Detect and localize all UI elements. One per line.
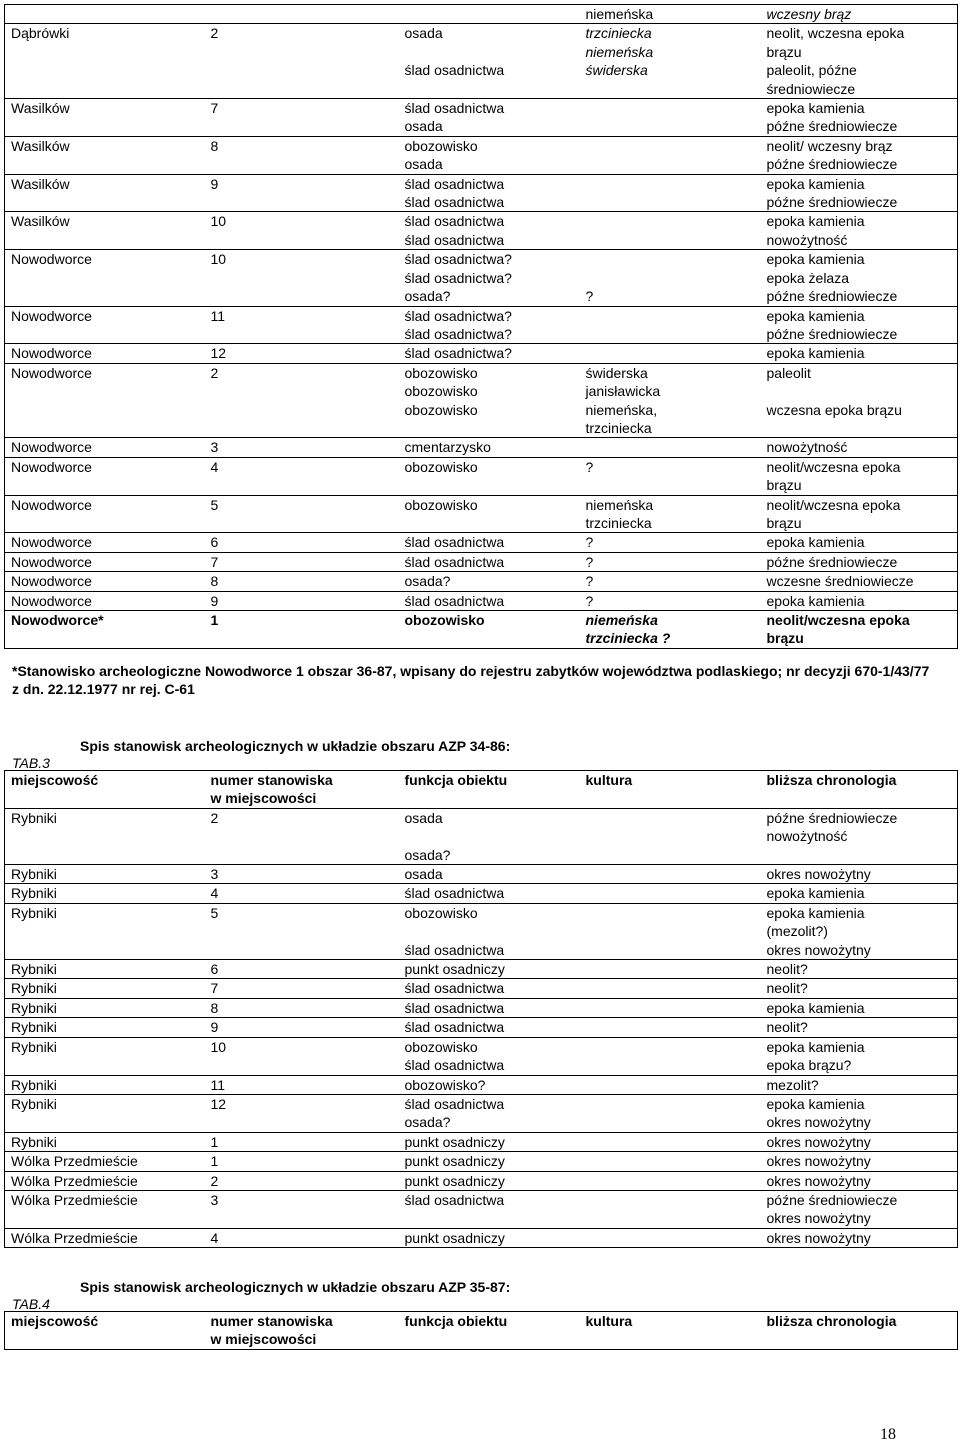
chronology-cell: paleolit wczesna epoka brązu	[766, 364, 902, 418]
table-row	[5, 533, 958, 552]
place-cell: Rybniki	[11, 999, 57, 1016]
culture-cell	[580, 865, 761, 884]
chronology-cell: epoka kamienia nowożytność	[766, 213, 865, 248]
place-cell: Nowodworce	[11, 553, 92, 570]
place-cell: Wasilków	[11, 175, 70, 192]
site-number-cell: 4	[210, 1229, 219, 1246]
header-function: funkcja obiektu	[404, 772, 508, 788]
place-cell: Rybniki	[11, 904, 57, 921]
place-cell: Nowodworce*	[11, 612, 104, 628]
chronology-cell: okres nowożytny	[766, 1133, 871, 1150]
place-cell: Rybniki	[11, 866, 57, 883]
culture-cell	[580, 1094, 761, 1132]
place-cell: Wólka Przedmieście	[11, 1191, 138, 1208]
site-number-cell: 9	[210, 175, 219, 192]
culture-cell	[580, 1018, 761, 1037]
header-chronology: bliższa chronologia	[766, 772, 897, 788]
chronology-cell: epoka kamienia	[766, 885, 865, 902]
place-cell: Wasilków	[11, 213, 70, 230]
tab4-label: TAB.4	[12, 1296, 50, 1312]
site-number-cell: 3	[210, 1191, 219, 1208]
function-cell: obozowisko ślad osadnictwa	[404, 904, 505, 958]
chronology-cell: okres nowożytny	[766, 866, 871, 883]
table-row	[5, 99, 958, 137]
function-cell: ślad osadnictwa?	[404, 345, 512, 362]
table-row	[5, 808, 958, 864]
table-header-row	[5, 1312, 958, 1350]
place-cell: Rybniki	[11, 1095, 57, 1112]
place-cell: Dąbrówki	[11, 25, 70, 42]
chronology-cell: okres nowożytny	[766, 1229, 871, 1246]
site-number-cell: 2	[210, 1172, 219, 1189]
site-number-cell: 10	[210, 1038, 227, 1055]
function-cell: ślad osadnictwa	[404, 999, 505, 1016]
table-row	[5, 611, 958, 649]
tab4-sites-table	[4, 1311, 958, 1350]
chronology-cell: epoka kamienia	[766, 592, 865, 609]
chronology-cell: neolit?	[766, 961, 808, 978]
table-row	[5, 572, 958, 591]
function-cell: obozowisko	[404, 612, 485, 628]
place-cell: Wólka Przedmieście	[11, 1153, 138, 1170]
table-row	[5, 960, 958, 979]
function-cell: punkt osadniczy	[404, 1153, 505, 1170]
function-cell: obozowisko?	[404, 1076, 486, 1093]
tab3-sites-table	[4, 770, 958, 1248]
culture-cell	[580, 136, 761, 174]
table-row	[5, 174, 958, 212]
table-row	[5, 1075, 958, 1094]
function-cell: obozowisko osada	[404, 137, 478, 173]
culture-cell	[580, 998, 761, 1017]
place-cell: Rybniki	[11, 1038, 57, 1055]
place-cell: Rybniki	[11, 1076, 57, 1093]
function-cell: ślad osadnictwa	[404, 1191, 505, 1208]
site-number-cell: 3	[210, 866, 219, 883]
chronology-cell: późne średniowiecze nowożytność	[766, 809, 898, 845]
culture-cell	[580, 1152, 761, 1171]
culture-cell: trzciniecka niemeńska świderska	[585, 25, 654, 79]
table-row	[5, 1228, 958, 1247]
place-cell	[5, 5, 205, 24]
chronology-cell: okres nowożytny	[766, 1153, 871, 1170]
place-cell: Rybniki	[11, 1019, 57, 1036]
place-cell: Rybniki	[11, 809, 57, 826]
place-cell: Nowodworce	[11, 439, 92, 456]
culture-cell: ?	[585, 534, 594, 551]
function-cell: ślad osadnictwa? ślad osadnictwa?	[404, 307, 512, 342]
culture-cell	[580, 306, 761, 344]
table-row	[5, 495, 958, 533]
chronology-cell: wczesny brąz	[766, 6, 852, 22]
sites-table-continued	[4, 4, 958, 649]
header-place: miejscowość	[11, 1313, 99, 1329]
table-row	[5, 306, 958, 344]
site-number-cell: 10	[210, 251, 227, 268]
chronology-cell: epoka kamienia późne średniowiecze	[766, 175, 898, 211]
site-number-cell: 11	[210, 1076, 226, 1093]
header-function: funkcja obiektu	[404, 1313, 508, 1329]
chronology-cell: epoka kamienia	[766, 999, 865, 1016]
culture-cell	[580, 99, 761, 137]
culture-cell	[580, 903, 761, 959]
table-row	[5, 1171, 958, 1190]
header-site-number: numer stanowiska w miejscowości	[210, 772, 333, 807]
chronology-cell: nowożytność	[766, 439, 848, 456]
chronology-cell: epoka kamienia późne średniowiecze	[766, 307, 898, 342]
table-row	[5, 903, 958, 959]
place-cell: Nowodworce	[11, 307, 92, 324]
place-cell: Wasilków	[11, 137, 70, 154]
culture-cell: ?	[585, 592, 594, 609]
table-row	[5, 1132, 958, 1151]
site-number-cell: 4	[210, 885, 219, 902]
table-row	[5, 5, 958, 24]
site-number-cell: 5	[210, 904, 219, 921]
site-number-cell: 12	[210, 1095, 227, 1112]
function-cell: obozowisko obozowisko obozowisko	[404, 364, 478, 418]
site-number-cell: 12	[210, 345, 227, 362]
culture-cell: niemeńska trzciniecka	[585, 496, 654, 531]
place-cell: Nowodworce	[11, 458, 92, 475]
culture-cell	[580, 1171, 761, 1190]
place-cell: Nowodworce	[11, 364, 92, 381]
function-cell: osada ślad osadnictwa	[404, 25, 505, 79]
chronology-cell: neolit?	[766, 1019, 808, 1036]
site-number-cell: 4	[210, 458, 219, 475]
function-cell: ślad osadnictwa	[404, 553, 505, 570]
chronology-cell: epoka kamienia późne średniowiecze	[766, 100, 898, 135]
site-number-cell: 2	[210, 364, 219, 381]
culture-cell	[580, 808, 761, 864]
site-number-cell: 6	[210, 534, 219, 551]
tab3-caption: Spis stanowisk archeologicznych w układzie obszaru AZP 34-86:	[80, 738, 511, 754]
table-header-row	[5, 771, 958, 809]
chronology-cell: neolit/wczesna epoka brązu	[766, 496, 901, 531]
table-row	[5, 1190, 958, 1228]
function-cell: osada osada?	[404, 809, 451, 863]
culture-cell: ?	[585, 573, 594, 590]
culture-cell: ?	[585, 288, 594, 305]
site-number-cell: 3	[210, 439, 219, 456]
site-number-cell: 1	[210, 1153, 219, 1170]
site-number-cell: 10	[210, 213, 227, 230]
function-cell: obozowisko ślad osadnictwa	[404, 1038, 505, 1074]
table-row	[5, 1094, 958, 1132]
table-row	[5, 24, 958, 99]
place-cell: Nowodworce	[11, 534, 92, 551]
function-cell: ślad osadnictwa ślad osadnictwa	[404, 213, 505, 248]
function-cell: ślad osadnictwa ślad osadnictwa	[404, 175, 505, 211]
chronology-cell: okres nowożytny	[766, 1172, 871, 1189]
place-cell: Rybniki	[11, 961, 57, 978]
site-number-cell: 9	[210, 592, 219, 609]
function-cell: punkt osadniczy	[404, 1229, 505, 1246]
chronology-cell: późne średniowiecze okres nowożytny	[766, 1191, 898, 1227]
function-cell: ślad osadnictwa	[404, 980, 505, 997]
tab4-caption: Spis stanowisk archeologicznych w układzie obszaru AZP 35-87:	[80, 1279, 511, 1295]
site-number-cell: 8	[210, 999, 219, 1016]
table-row	[5, 865, 958, 884]
place-cell: Nowodworce	[11, 496, 92, 513]
footnote: *Stanowisko archeologiczne Nowodworce 1 obszar 36-87, wpisany do rejestru zabytków województwa podlaskiego; nr decyzji 670-1/43/77 z dn. 22.12.1977 nr rej. C-61	[12, 663, 930, 697]
culture-cell	[580, 1228, 761, 1247]
chronology-cell: neolit/wczesna epoka brązu	[766, 612, 910, 647]
table-row	[5, 457, 958, 495]
table-row	[5, 1152, 958, 1171]
function-cell: osada	[404, 866, 443, 883]
culture-cell	[580, 884, 761, 903]
table-row	[5, 438, 958, 457]
culture-cell: niemeńska	[585, 6, 654, 22]
header-place: miejscowość	[11, 772, 99, 788]
place-cell: Rybniki	[11, 1133, 57, 1150]
culture-cell: ?	[585, 458, 594, 475]
place-cell: Rybniki	[11, 980, 57, 997]
site-number-cell: 6	[210, 961, 219, 978]
function-cell: punkt osadniczy	[404, 961, 505, 978]
site-number-cell: 2	[210, 25, 219, 42]
site-number-cell: 2	[210, 809, 219, 826]
place-cell: Wólka Przedmieście	[11, 1172, 138, 1189]
table-row	[5, 979, 958, 998]
tab3-label: TAB.3	[12, 755, 50, 771]
table-row	[5, 591, 958, 610]
chronology-cell: epoka kamienia	[766, 345, 865, 362]
header-chronology: bliższa chronologia	[766, 1313, 897, 1329]
chronology-cell: epoka kamienia (mezolit?) okres nowożytny	[766, 904, 871, 958]
header-culture: kultura	[585, 1313, 633, 1329]
place-cell: Nowodworce	[11, 345, 92, 362]
function-cell: ślad osadnictwa	[404, 885, 505, 902]
culture-cell: ?	[585, 553, 594, 570]
table-row	[5, 1018, 958, 1037]
site-number-cell: 1	[210, 1133, 219, 1150]
chronology-cell: późne średniowiecze	[766, 553, 898, 570]
place-cell: Wólka Przedmieście	[11, 1229, 138, 1246]
table-row	[5, 250, 958, 306]
chronology-cell: neolit, wczesna epoka brązu paleolit, późne średniowiecze	[766, 25, 905, 97]
site-number-cell	[205, 5, 399, 24]
chronology-cell: neolit/wczesna epoka brązu	[766, 458, 901, 494]
function-cell: obozowisko	[404, 496, 478, 513]
chronology-cell: mezolit?	[766, 1076, 819, 1093]
site-number-cell: 5	[210, 496, 219, 513]
culture-cell	[580, 979, 761, 998]
function-cell: osada?	[404, 573, 451, 590]
culture-cell	[580, 174, 761, 212]
place-cell: Wasilków	[11, 100, 70, 117]
table-row	[5, 884, 958, 903]
site-number-cell: 7	[210, 100, 219, 117]
chronology-cell: neolit?	[766, 980, 808, 997]
function-cell: ślad osadnictwa osada	[404, 100, 505, 135]
culture-cell	[580, 960, 761, 979]
site-number-cell: 8	[210, 573, 219, 590]
table-row	[5, 344, 958, 363]
function-cell: cmentarzysko	[404, 439, 491, 456]
function-cell	[399, 5, 580, 24]
function-cell: punkt osadniczy	[404, 1133, 505, 1150]
culture-cell	[580, 1190, 761, 1228]
site-number-cell: 7	[210, 980, 219, 997]
culture-cell: niemeńska trzciniecka ?	[585, 612, 671, 647]
chronology-cell: epoka kamienia epoka żelaza późne średniowiecze	[766, 251, 898, 305]
table-row	[5, 998, 958, 1017]
function-cell: obozowisko	[404, 458, 478, 475]
chronology-cell: neolit/ wczesny brąz późne średniowiecze	[766, 137, 898, 173]
page-number: 18	[880, 1426, 896, 1443]
site-number-cell: 7	[210, 553, 219, 570]
site-number-cell: 9	[210, 1019, 219, 1036]
function-cell: ślad osadnictwa osada?	[404, 1095, 505, 1131]
culture-cell	[580, 1037, 761, 1075]
place-cell: Rybniki	[11, 885, 57, 902]
site-number-cell: 11	[210, 307, 226, 324]
table-row	[5, 1037, 958, 1075]
function-cell: ślad osadnictwa? ślad osadnictwa? osada?	[404, 251, 512, 305]
place-cell: Nowodworce	[11, 592, 92, 609]
chronology-cell: epoka kamienia epoka brązu?	[766, 1038, 865, 1074]
table-row	[5, 363, 958, 438]
function-cell: ślad osadnictwa	[404, 592, 505, 609]
header-site-number: numer stanowiska w miejscowości	[210, 1313, 333, 1348]
chronology-cell: epoka kamienia	[766, 534, 865, 551]
culture-cell	[580, 212, 761, 250]
culture-cell: świderska janisławicka niemeńska, trzciniecka	[585, 364, 661, 436]
function-cell: ślad osadnictwa	[404, 534, 505, 551]
site-number-cell: 8	[210, 137, 219, 154]
culture-cell	[580, 438, 761, 457]
header-culture: kultura	[585, 772, 633, 788]
place-cell: Nowodworce	[11, 573, 92, 590]
place-cell: Nowodworce	[11, 251, 92, 268]
culture-cell	[580, 344, 761, 363]
function-cell: ślad osadnictwa	[404, 1019, 505, 1036]
function-cell: punkt osadniczy	[404, 1172, 505, 1189]
culture-cell	[580, 1075, 761, 1094]
chronology-cell: wczesne średniowiecze	[766, 573, 914, 590]
site-number-cell: 1	[210, 612, 219, 628]
table-row	[5, 212, 958, 250]
table-row	[5, 136, 958, 174]
chronology-cell: epoka kamienia okres nowożytny	[766, 1095, 871, 1131]
culture-cell	[580, 1132, 761, 1151]
table-row	[5, 552, 958, 571]
